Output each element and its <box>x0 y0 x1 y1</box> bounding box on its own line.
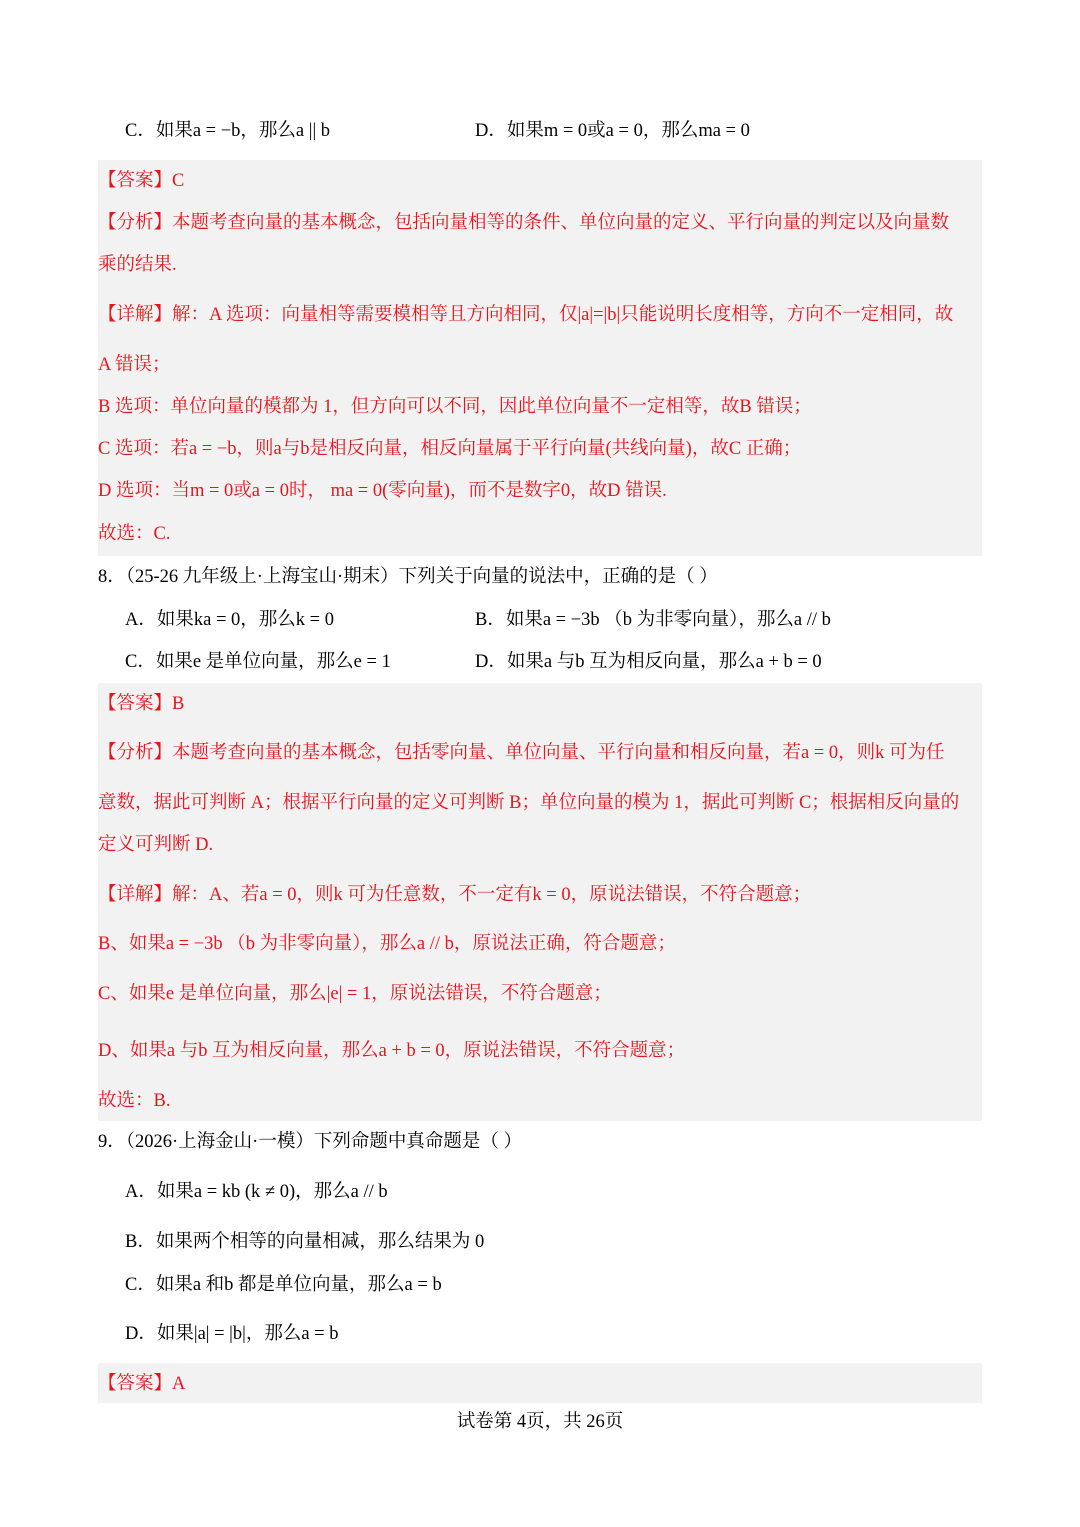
q9-answer: 【答案】A <box>98 1374 186 1394</box>
q7-option-c: C．如果a = −b，那么a || b <box>125 121 331 141</box>
q7-answer: 【答案】C <box>98 171 185 191</box>
q9-option-b: B．如果两个相等的向量相减，那么结果为 0 <box>125 1232 485 1252</box>
q7-detail-line-5: D 选项：当m = 0或a = 0时， ma = 0(零向量)，而不是数字0，故D 错误. <box>98 481 667 501</box>
q8-option-a: A．如果ka = 0，那么k = 0 <box>125 610 334 630</box>
q7-detail-line-3: B 选项：单位向量的模都为 1，但方向可以不同，因此单位向量不一定相等，故B 错误； <box>98 397 812 417</box>
q8-detail-line-3: C、如果e 是单位向量，那么|e| = 1，原说法错误，不符合题意； <box>98 984 612 1004</box>
q9-option-a: A．如果a = kb (k ≠ 0)，那么a // b <box>125 1182 388 1202</box>
q8-detail-line-4: D、如果a 与b 互为相反向量，那么a + b = 0，原说法错误，不符合题意； <box>98 1041 686 1061</box>
q7-analysis-line-1: 【分析】本题考查向量的基本概念，包括向量相等的条件、单位向量的定义、平行向量的判定以及向量数 <box>98 213 950 233</box>
q7-detail-line-4: C 选项：若a = −b，则a与b是相反向量，相反向量属于平行向量(共线向量)，故C 正确； <box>98 439 802 459</box>
q8-analysis-line-2: 意数，据此可判断 A；根据平行向量的定义可判断 B；单位向量的模为 1，据此可判断 C；根据相反向量的 <box>98 793 960 813</box>
q8-answer: 【答案】B <box>98 694 185 714</box>
q8-option-d: D．如果a 与b 互为相反向量，那么a + b = 0 <box>475 652 822 672</box>
q8-option-c: C．如果e 是单位向量，那么e = 1 <box>125 652 391 672</box>
q7-detail-line-2: A 错误； <box>98 355 171 375</box>
q8-detail-line-2: B、如果a = −3b （b 为非零向量），那么a // b，原说法正确，符合题意； <box>98 934 676 954</box>
q7-conclusion: 故选：C. <box>98 524 171 544</box>
q8-stem: 8．（25-26 九年级上·上海宝山·期末）下列关于向量的说法中，正确的是（ ） <box>98 567 718 587</box>
page-footer: 试卷第 4页，共 26页 <box>456 1412 624 1432</box>
q8-analysis-line-3: 定义可判断 D. <box>98 835 214 855</box>
q8-option-b: B．如果a = −3b （b 为非零向量），那么a // b <box>475 610 831 630</box>
q9-option-c: C．如果a 和b 都是单位向量，那么a = b <box>125 1275 442 1295</box>
q7-option-d: D．如果m = 0或a = 0，那么ma = 0 <box>475 121 750 141</box>
q9-stem: 9．（2026·上海金山·一模）下列命题中真命题是（ ） <box>98 1132 522 1152</box>
q7-analysis-line-2: 乘的结果. <box>98 255 177 275</box>
q9-option-d: D．如果|a| = |b|，那么a = b <box>125 1324 339 1344</box>
q8-analysis-line-1: 【分析】本题考查向量的基本概念，包括零向量、单位向量、平行向量和相反向量，若a = 0，则k 可为任 <box>98 743 945 763</box>
q7-detail-line-1: 【详解】解：A 选项：向量相等需要模相等且方向相同，仅|a|=|b|只能说明长度相等，方向不一定相同，故 <box>98 305 954 325</box>
q8-conclusion: 故选：B. <box>98 1091 171 1111</box>
q8-detail-line-1: 【详解】解：A、若a = 0，则k 可为任意数，不一定有k = 0，原说法错误，不符合题意； <box>98 885 812 905</box>
q9-solution-box <box>98 1363 982 1403</box>
